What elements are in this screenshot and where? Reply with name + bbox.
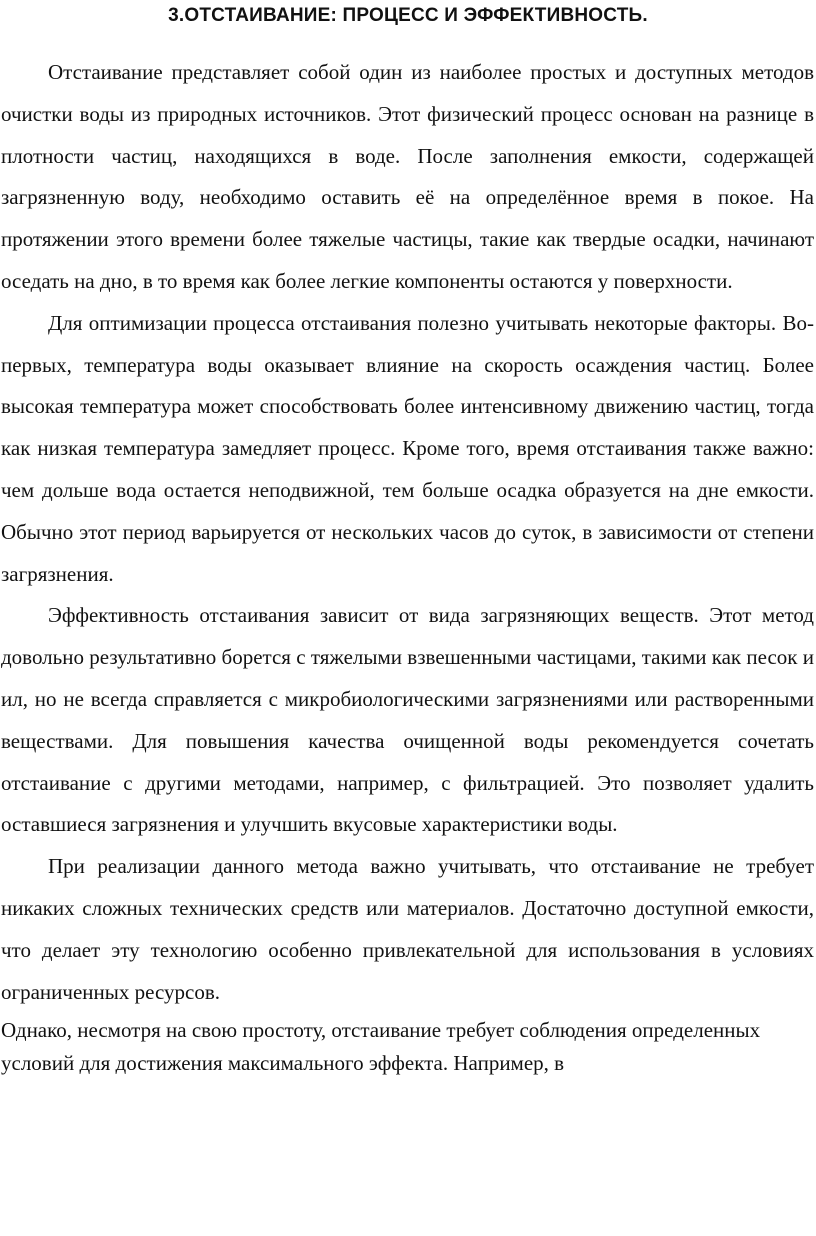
paragraph-1: Отстаивание представляет собой один из наиболее простых и доступных методов очистки воды из природных источников. Этот физический процесс основан на разнице в плотности частиц, находящихся в воде. После заполнения емкости, содержащей загрязненную воду, необходимо оставить её на определённое время в покое. На протяжении этого времени более тяжелые частицы, такие как твердые осадки, начинают оседать на дно, в то время как более легкие компоненты остаются у поверхности. [1,60,814,293]
paragraph-3: Эффективность отстаивания зависит от вида загрязняющих веществ. Этот метод довольно результативно борется с тяжелыми взвешенными частицами, такими как песок и ил, но не всегда справляется с микробиологическими загрязнениями или растворенными веществами. Для повышения качества очищенной воды рекомендуется сочетать отстаивание с другими методами, например, с фильтрацией. Это позволяет удалить оставшиеся загрязнения и улучшить вкусовые характеристики воды. [1,603,814,837]
page-title: 3.ОТСТАИВАНИЕ: ПРОЦЕСС И ЭФФЕКТИВНОСТЬ. [168,5,648,26]
paragraph-5: Однако, несмотря на свою простоту, отстаивание требует соблюдения определенных условий для достижения максимального эффекта. Например, в [1,1018,761,1076]
paragraph-4: При реализации данного метода важно учитывать, что отстаивание не требует никаких сложных технических средств или материалов. Достаточно доступной емкости, что делает эту технологию особенно привлекательной для использования в условиях ограниченных ресурсов. [1,854,814,1004]
paragraph-2: Для оптимизации процесса отстаивания полезно учитывать некоторые факторы. Во-первых, температура воды оказывает влияние на скорость осаждения частиц. Более высокая температура может способствовать более интенсивному движению частиц, тогда как низкая температура замедляет процесс. Кроме того, время отстаивания также важно: чем дольше вода остается неподвижной, тем больше осадка образуется на дне емкости. Обычно этот период варьируется от нескольких часов до суток, в зависимости от степени загрязнения. [1,310,814,586]
document-body [1,52,814,1080]
